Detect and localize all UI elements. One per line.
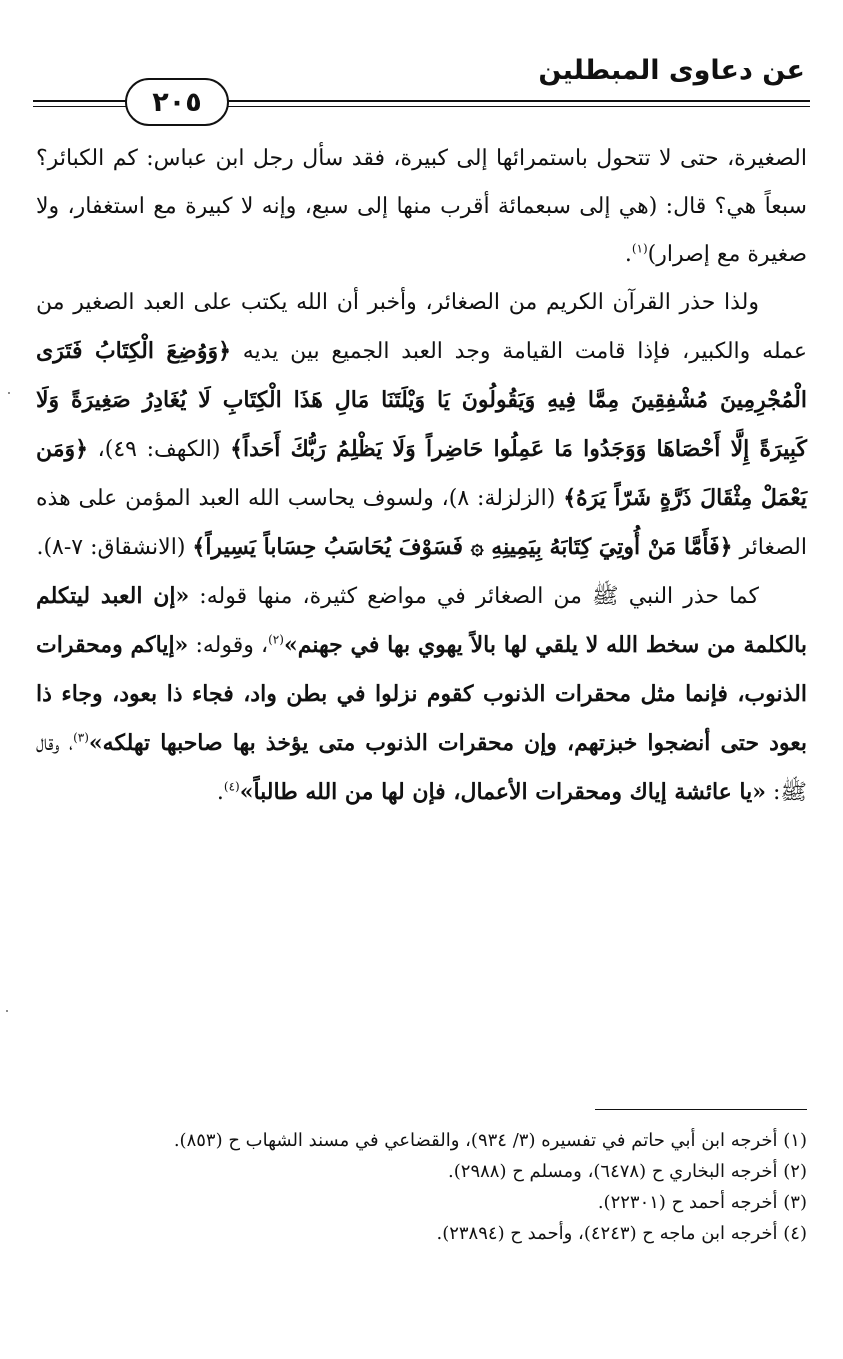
footnote-separator <box>595 1109 807 1110</box>
footnote-2: (٢) أخرجه البخاري ح (٦٤٧٨)، ومسلم ح (٢٩٨٨). <box>448 1161 807 1182</box>
footnote-3: (٣) أخرجه أحمد ح (٢٢٣٠١). <box>597 1192 807 1213</box>
paragraph-3-connector-2: ، وقال ﷺ: <box>36 731 807 805</box>
verse-ref-zalzalah: (الزلزلة: ٨)، ولسوف يحاسب الله العبد المؤمن على هذه الصغائر <box>36 486 807 560</box>
page-number: ٢٠٥ <box>125 78 229 126</box>
footnotes <box>36 1125 807 1249</box>
paragraph-1 <box>36 135 807 279</box>
hadith-3: «يا عائشة إياك ومحقرات الأعمال، فإن لها من الله طالباً» <box>239 779 767 805</box>
paragraph-3 <box>36 572 807 817</box>
running-title: عن دعاوى المبطلين <box>538 55 805 86</box>
paragraph-2-intro: ولذا حذر القرآن الكريم من الصغائر، وأخبر أن الله يكتب على العبد الصغير من عمله والكبير، فإذا قامت القيامة وجد العبد الجميع بين يديه <box>36 290 807 364</box>
paragraph-3-intro: كما حذر النبي ﷺ من الصغائر في مواضع كثيرة، منها قوله: <box>189 584 759 609</box>
body-text <box>36 135 807 817</box>
paragraph-3-connector-1: ، وقوله: <box>188 633 269 658</box>
footnote-ref-1: (١) <box>631 241 648 256</box>
footnote-ref-4: (٤) <box>223 779 240 794</box>
hadith-2: «إياكم ومحقرات الذنوب، فإنما مثل محقرات الذنوب كقوم نزلوا في بطن واد، فجاء ذا بعود، وجاء ذا بعود حتى أنضجوا خبزتهم، وإن محقرات الذنوب متى يؤخذ بها صاحبها تهلكه» <box>36 632 808 756</box>
scan-speck <box>6 1010 8 1012</box>
scan-speck <box>8 392 10 394</box>
footnote-4: (٤) أخرجه ابن ماجه ح (٤٢٤٣)، وأحمد ح (٢٣٨٩٤). <box>436 1223 807 1244</box>
footnote-ref-2: (٢) <box>268 632 284 647</box>
verse-ref-kahf: (الكهف: ٤٩)، <box>88 437 231 462</box>
quran-verse-inshiqaq: ﴿فَأَمَّا مَنْ أُوتِيَ كِتَابَهُ بِيَمِينِهِ ۞ فَسَوْفَ يُحَاسَبُ حِسَاباً يَسِيراً﴾ <box>192 534 733 560</box>
paragraph-3-end: . <box>216 780 224 805</box>
paragraph-1-end: . <box>624 242 632 267</box>
quran-verse-kahf: ﴿وَوُضِعَ الْكِتَابُ فَتَرَى الْمُجْرِمِينَ مُشْفِقِينَ مِمَّا فِيهِ وَيَقُولُونَ يَا وَيْلَتَنَا مَالِ هَذَا الْكِتَابِ لَا يُغَادِرُ صَغِيرَةً وَلَا كَبِيرَةً إِلَّا أَحْصَاهَا وَوَجَدُوا مَا عَمِلُوا حَاضِراً وَلَا يَظْلِمُ رَبُّكَ أَحَداً﴾ <box>36 338 807 462</box>
hadith-1: «إن العبد ليتكلم بالكلمة من سخط الله لا يلقي لها بالاً يهوي بها في جهنم» <box>36 583 807 658</box>
footnote-1: (١) أخرجه ابن أبي حاتم في تفسيره (٣/ ٩٣٤)، والقضاعي في مسند الشهاب ح (٨٥٣). <box>173 1130 807 1151</box>
footnote-ref-3: (٣) <box>73 730 89 745</box>
paragraph-1-text: الصغيرة، حتى لا تتحول باستمرائها إلى كبيرة، فقد سأل رجل ابن عباس: كم الكبائر؟ سبعاً هي؟ قال: (هي إلى سبعمائة أقرب منها إلى سبع، وإنه لا كبيرة مع استغفار، ولا صغيرة مع إصرار) <box>36 146 807 267</box>
paragraph-2 <box>36 279 807 572</box>
quran-verse-zalzalah: ﴿وَمَن يَعْمَلْ مِثْقَالَ ذَرَّةٍ شَرّاً يَرَهُ﴾ <box>36 436 807 511</box>
verse-ref-inshiqaq: (الانشقاق: ٧-٨). <box>36 535 193 560</box>
